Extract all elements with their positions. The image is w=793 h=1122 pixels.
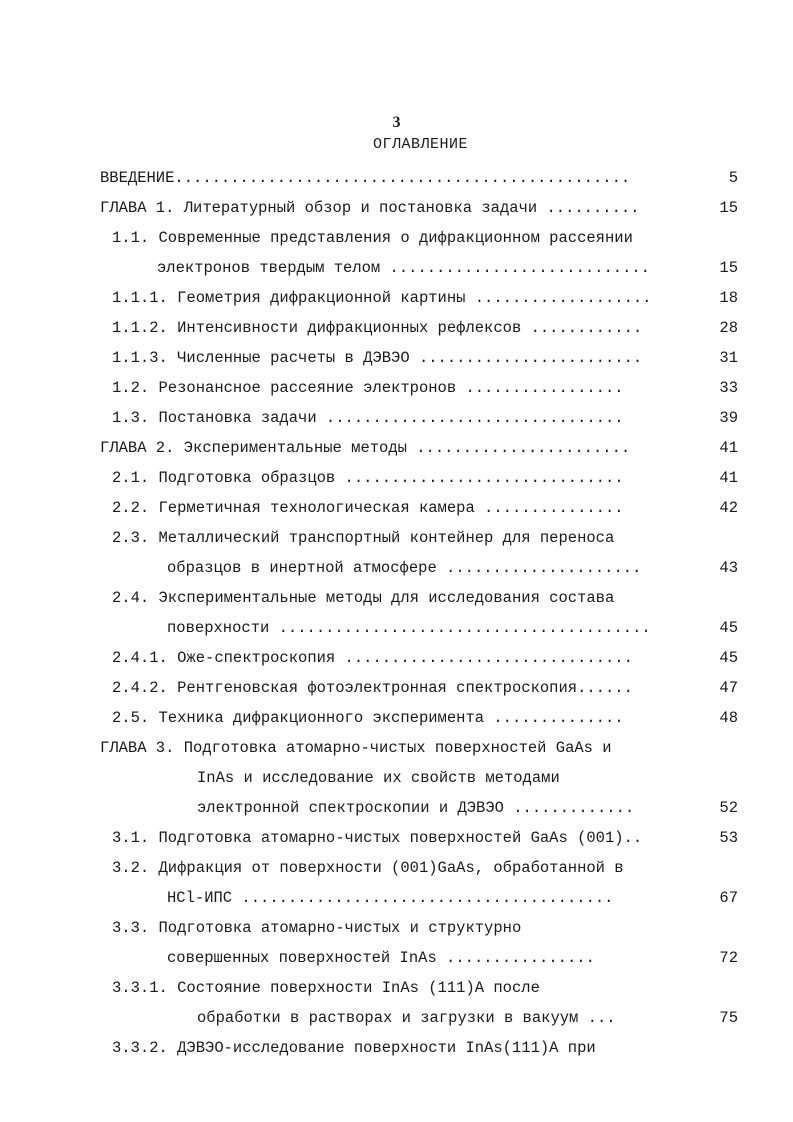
toc-entry-text: 2.2. Герметичная технологическая камера ...............: [112, 499, 624, 517]
toc-entry-page: 45: [719, 649, 738, 667]
toc-entry-text: 1.1.2. Интенсивности дифракционных рефлексов ............: [112, 319, 643, 337]
toc-entry-text: электронной спектроскопии и ДЭВЭО .............: [197, 799, 635, 817]
toc-entry-text: 2.3. Металлический транспортный контейнер для переноса: [112, 529, 615, 547]
toc-entry-text: ГЛАВА 1. Литературный обзор и постановка задачи ..........: [100, 199, 640, 217]
toc-entry-page: 33: [719, 379, 738, 397]
toc-entry-text: 2.4.2. Рентгеновская фотоэлектронная спектроскопия......: [112, 679, 633, 697]
toc-entry-text: 2.4. Экспериментальные методы для исследования состава: [112, 589, 615, 607]
toc-entry-page: 31: [719, 349, 738, 367]
toc-entry-text: HCl-ИПС ........................................: [167, 889, 614, 907]
toc-entry-text: 2.1. Подготовка образцов ..............................: [112, 469, 624, 487]
toc-entry-page: 18: [719, 289, 738, 307]
toc-entry-page: 39: [719, 409, 738, 427]
toc-entry-text: 3.2. Дифракция от поверхности (001)GaAs, обработанной в: [112, 859, 624, 877]
page-title: ОГЛАВЛЕНИЕ: [372, 136, 468, 153]
toc-entry-page: 53: [719, 829, 738, 847]
toc-entry-text: ВВЕДЕНИЕ.................................................: [100, 169, 631, 187]
toc-entry-page: 47: [719, 679, 738, 697]
toc-entry-text: 3.3.1. Состояние поверхности InAs (111)A после: [112, 979, 540, 997]
toc-entry-page: 41: [719, 469, 738, 487]
toc-entry-page: 75: [719, 1009, 738, 1027]
toc-entry-page: 52: [719, 799, 738, 817]
toc-entry-page: 72: [719, 949, 738, 967]
toc-entry-text: электронов твердым телом ............................: [157, 259, 650, 277]
toc-entry-page: 15: [719, 199, 738, 217]
toc-entry-page: 48: [719, 709, 738, 727]
page-number: 3: [392, 114, 401, 131]
toc-entry-text: поверхности ........................................: [167, 619, 651, 637]
toc-entry-page: 42: [719, 499, 738, 517]
toc-entry-text: 1.3. Постановка задачи ................................: [112, 409, 624, 427]
toc-entry-text: 2.5. Техника дифракционного эксперимента ..............: [112, 709, 624, 727]
toc-entry-text: ГЛАВА 2. Экспериментальные методы .......................: [100, 439, 631, 457]
toc-entry-page: 45: [719, 619, 738, 637]
toc-entry-text: InAs и исследование их свойств методами: [197, 769, 560, 787]
toc-entry-text: образцов в инертной атмосфере .....................: [167, 559, 642, 577]
toc-entry-text: 3.1. Подготовка атомарно-чистых поверхностей GaAs (001)..: [112, 829, 643, 847]
toc-entry-page: 15: [719, 259, 738, 277]
toc-entry-text: совершенных поверхностей InAs ................: [167, 949, 595, 967]
toc-entry-text: 1.1. Современные представления о дифракционном рассеянии: [112, 229, 633, 247]
toc-entry-text: 3.3.2. ДЭВЭО-исследование поверхности InAs(111)A при: [112, 1039, 596, 1057]
toc-entry-page: 28: [719, 319, 738, 337]
toc-entry-text: ГЛАВА 3. Подготовка атомарно-чистых поверхностей GaAs и: [100, 739, 612, 757]
toc-entry-text: 3.3. Подготовка атомарно-чистых и структурно: [112, 919, 522, 937]
toc-entry-text: 1.1.3. Численные расчеты в ДЭВЭО ........................: [112, 349, 643, 367]
toc-entry-text: 2.4.1. Оже-спектроскопия ...............................: [112, 649, 633, 667]
toc-entry-text: 1.2. Резонансное рассеяние электронов .................: [112, 379, 624, 397]
toc-entry-page: 67: [719, 889, 738, 907]
toc-entry-page: 41: [719, 439, 738, 457]
toc-entry-page: 5: [728, 169, 738, 187]
toc-entry-text: обработки в растворах и загрузки в вакуум ...: [197, 1009, 616, 1027]
toc-entry-text: 1.1.1. Геометрия дифракционной картины ...................: [112, 289, 652, 307]
toc-entry-page: 43: [719, 559, 738, 577]
